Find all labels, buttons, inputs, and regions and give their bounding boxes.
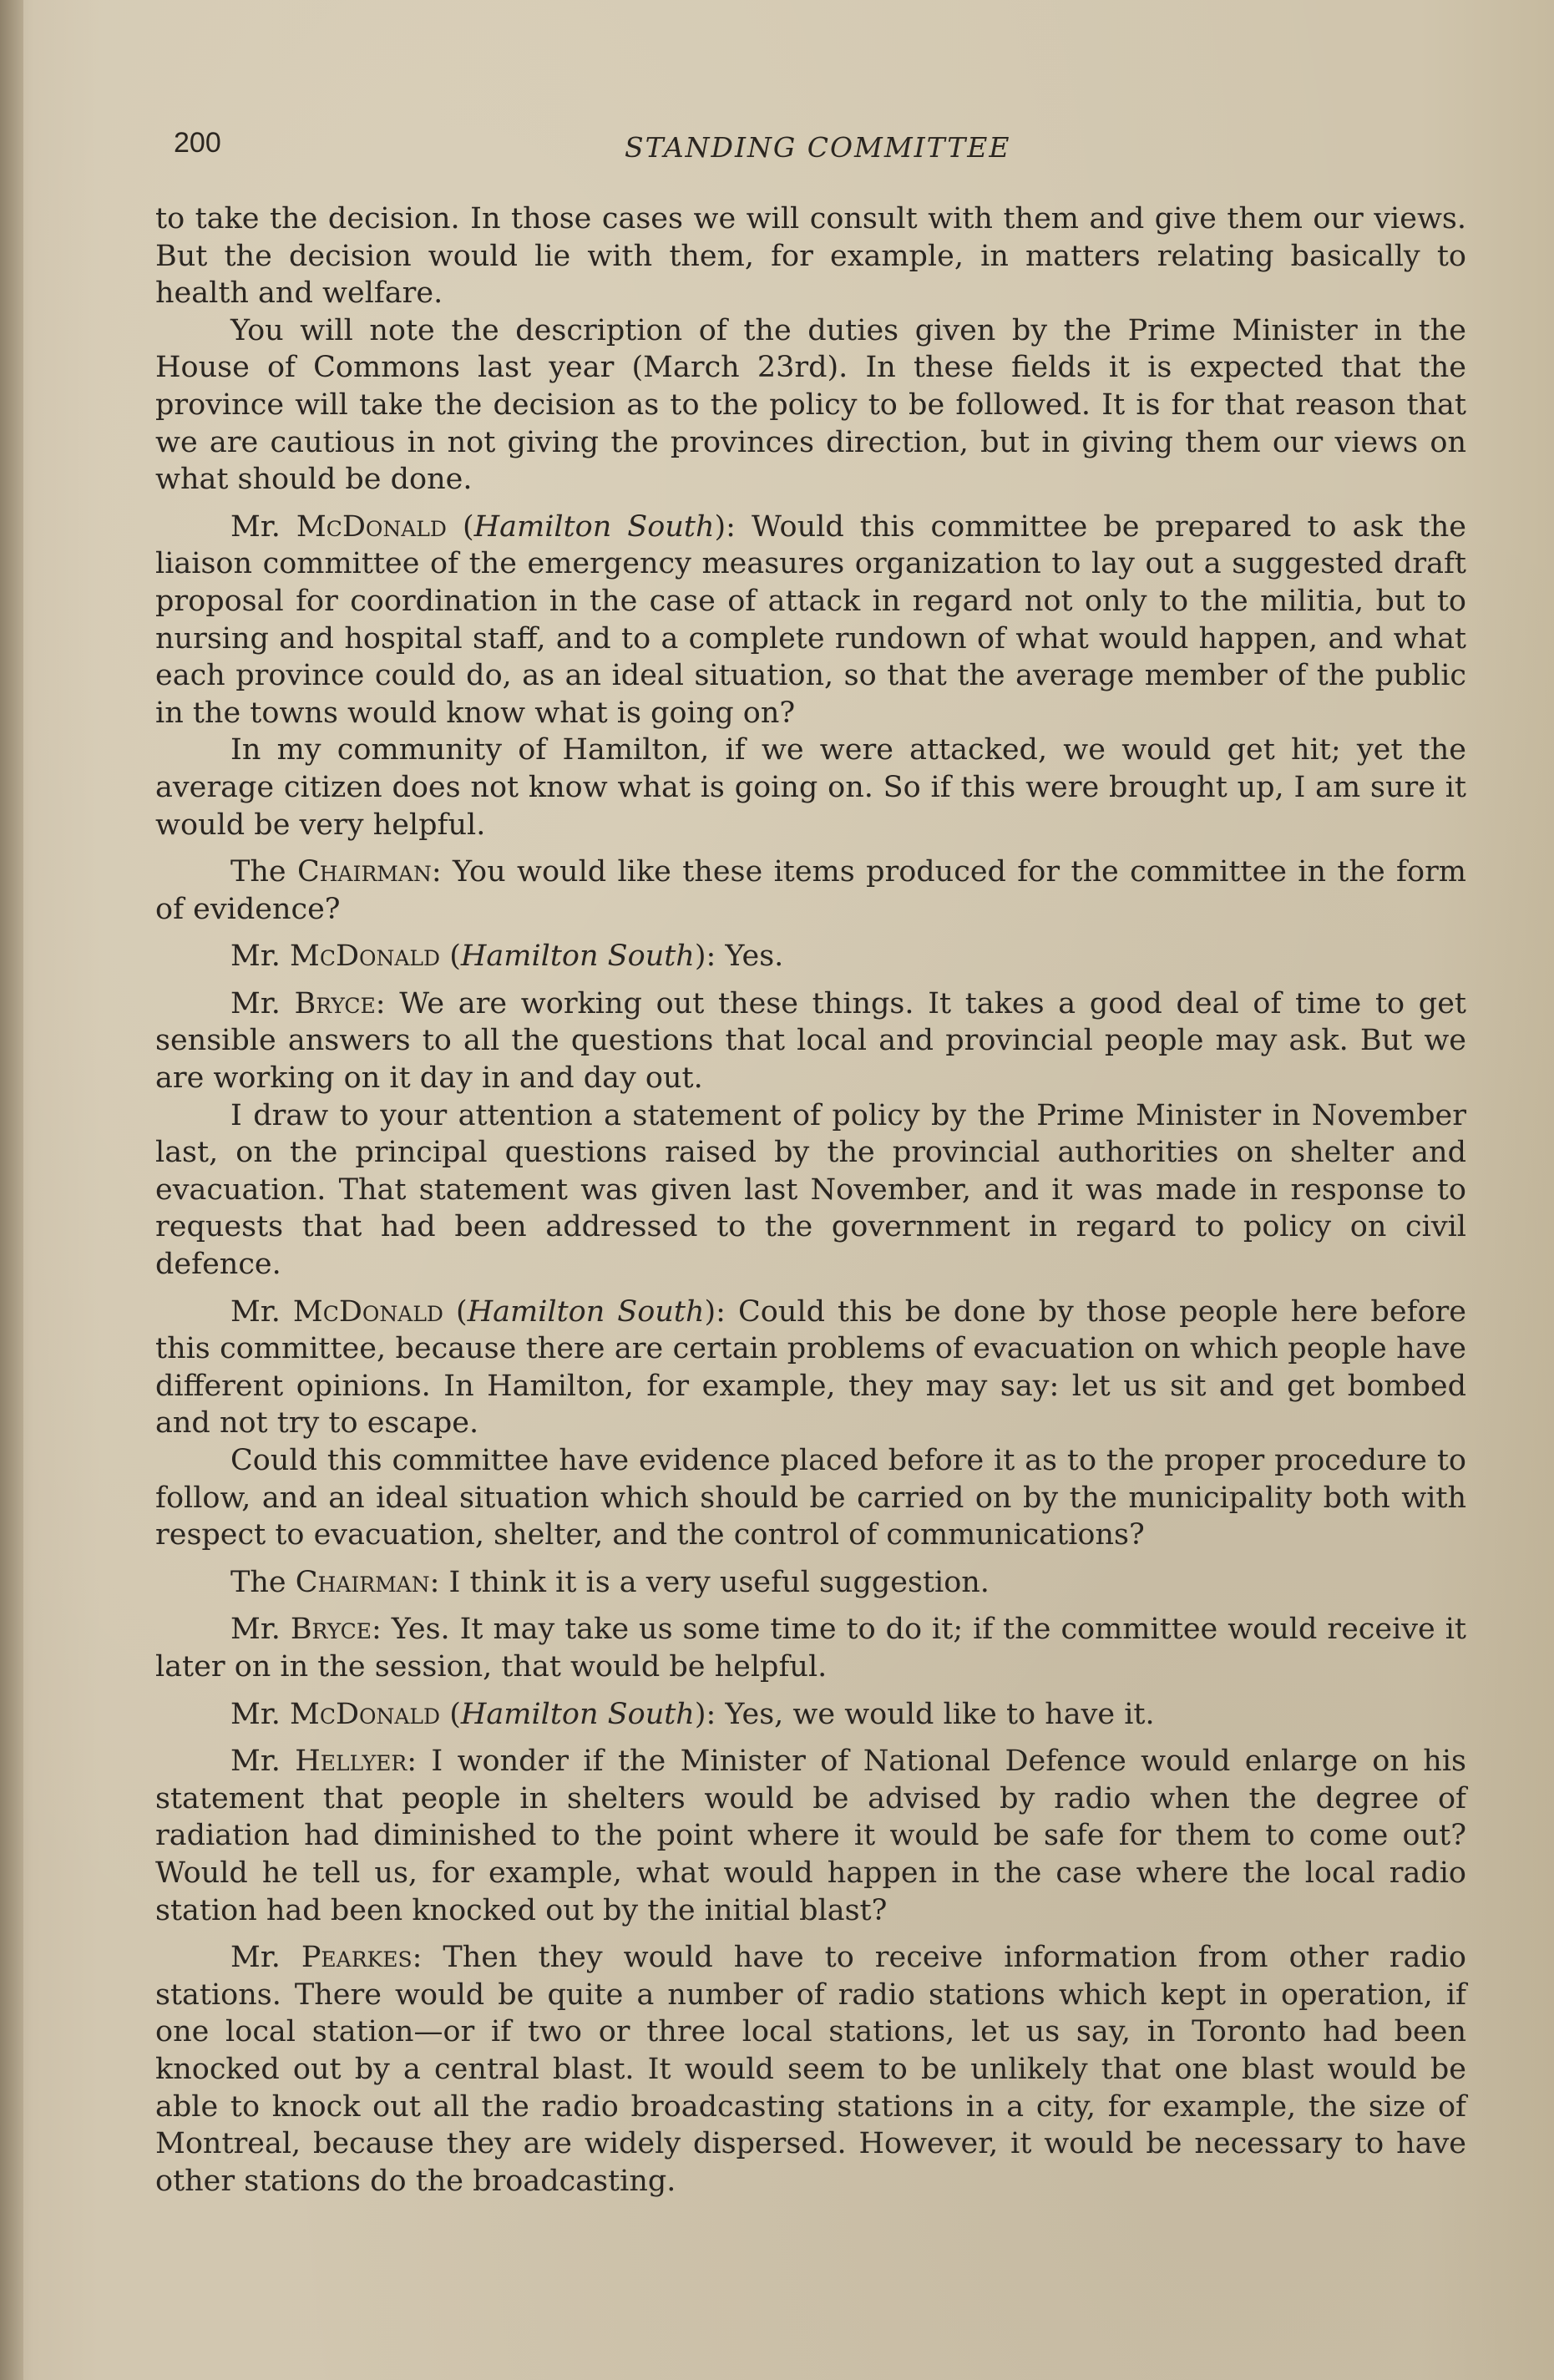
paragraph: [155, 312, 1466, 499]
speaker-prefix: Mr.: [230, 1613, 291, 1647]
speaker-prefix: Mr.: [230, 986, 295, 1020]
speaker-riding: Hamilton South: [473, 509, 715, 544]
paragraph: [155, 1442, 1466, 1554]
speaker-prefix: The: [230, 855, 297, 889]
speech-paragraph: Mr. McDonald (Hamilton South): Yes, we would like to have it.: [230, 1697, 1155, 1731]
paragraph-text: Yes. It may take us some time to do it; if the committee would receive it later on in the session, that would be helpful.: [155, 1613, 1466, 1684]
paragraph-text: Yes, we would like to have it.: [716, 1697, 1155, 1731]
paragraph: [155, 1097, 1466, 1284]
paragraph-text: Then they would have to receive information from other radio stations. There would be quite a number of radio stations which kept in operation, if one local station—or if two or three local stations, let us say, in Toronto had been knocked out by a central blast. It would seem to be unlikely that one blast would be able to knock out all the radio broadcasting stations in a city, for example, the size of Montreal, because they are widely dispersed. However, it would be necessary to have other stations do the broadcasting.: [155, 1941, 1466, 2198]
speaker-name: McDonald: [289, 939, 441, 974]
paragraph-text: I wonder if the Minister of National Defence would enlarge on his statement that people in shelters would be advised by radio when the degree of radiation had diminished to the point where it would be safe for them to come out? Would he tell us, for example, what would happen in the case where the local radio station had been knocked out by the initial blast?: [155, 1744, 1466, 1927]
speech-paragraph: [155, 1743, 1466, 1929]
speech-paragraph: [155, 853, 1466, 928]
paragraph-text: Could this committee have evidence placed before it as to the proper procedure to follow, and an ideal situation which should be carried on by the municipality both with respect to evacuation, shelter, and the control of communications?: [155, 1444, 1466, 1552]
paragraph-text: I draw to your attention a statement of policy by the Prime Minister in November last, on the principal questions raised by the provincial authorities on shelter and evacuation. That statement was given last November, and it was made in response to requests that had been addressed to the government in regard to policy on civil defence.: [155, 1098, 1466, 1282]
paragraph-text: Would this committee be prepared to ask the liaison committee of the emergency measures organization to lay out a suggested draft proposal for coordination in the case of attack in regard not only to the militia, but to nursing and hospital staff, and to a complete rundown of what would happen, and what each province could do, as an ideal situation, so that the average member of the public in the towns would know what is going on?: [155, 509, 1466, 730]
speaker-prefix: Mr.: [230, 1941, 301, 1975]
body-text: [155, 200, 1466, 2200]
speech-paragraph: Mr. McDonald (Hamilton South): Yes.: [230, 939, 784, 974]
speaker-name: Chairman:: [296, 855, 442, 889]
speaker-name: Bryce:: [294, 986, 386, 1020]
paragraph-text: I think it is a very useful suggestion.: [439, 1565, 990, 1599]
speaker-name: McDonald: [289, 1697, 441, 1731]
paragraph-text: You will note the description of the duties given by the Prime Minister in the House of Commons last year (March 23rd). In these fields it is expected that the province will take the decision as to the policy to be followed. It is for that reason that we are cautious in not giving the provinces direction, but in giving them our views on what should be done.: [155, 313, 1466, 497]
speaker-prefix: Mr.: [230, 1744, 296, 1779]
paragraph-text: Could this be done by those people here before this committee, because there are certain problems of evacuation on which people have different opinions. In Hamilton, for example, they may say: let us sit and get bombed and not try to escape.: [155, 1294, 1466, 1441]
paragraph: [155, 732, 1466, 843]
speaker-prefix: Mr.: [230, 939, 290, 974]
paragraph-text: In my community of Hamilton, if we were attacked, we would get hit; yet the average citizen does not know what is going on. So if this were brought up, I am sure it would be very helpful.: [155, 733, 1466, 842]
paragraph-text: to take the decision. In those cases we will consult with them and give them our views. But the decision would lie with them, for example, in matters relating basically to health and welfare.: [155, 202, 1466, 311]
speaker-name: McDonald: [296, 509, 447, 544]
speaker-prefix: Mr.: [230, 1697, 290, 1731]
speech-paragraph: [155, 985, 1466, 1097]
speech-paragraph: Mr. McDonald (Hamilton South): Could this be done by those people here before this committee, because there are certain problems of evacuation on which people have different opinions. In Hamilton, for example, they may say: let us sit and get bombed and not try to escape.: [155, 1294, 1466, 1441]
speaker-name: Bryce:: [290, 1613, 382, 1647]
speaker-riding: Hamilton South: [460, 1697, 695, 1731]
running-head: STANDING COMMITTEE: [625, 131, 1011, 164]
speaker-name: Pearkes:: [301, 1941, 423, 1975]
page-number: 200: [174, 127, 221, 159]
page-header: [174, 127, 1485, 177]
paragraph: [155, 200, 1466, 312]
speaker-name: Hellyer:: [295, 1744, 417, 1779]
speech-paragraph: [155, 1611, 1466, 1685]
paragraph-text: We are working out these things. It takes a good deal of time to get sensible answers to all the questions that local and provincial people may ask. But we are working on it day in and day out.: [155, 986, 1466, 1096]
speaker-name: Chairman:: [295, 1565, 440, 1599]
speech-paragraph: [155, 1939, 1466, 2200]
speech-paragraph: [155, 1564, 1466, 1602]
speaker-name: McDonald: [292, 1294, 443, 1329]
paragraph-text: You would like these items produced for the committee in the form of evidence?: [155, 855, 1466, 926]
speaker-prefix: The: [230, 1565, 296, 1599]
paragraph-text: Yes.: [716, 939, 784, 974]
speech-paragraph: Mr. McDonald (Hamilton South): Would this committee be prepared to ask the liaison committee of the emergency measures organization to lay out a suggested draft proposal for coordination in the case of attack in regard not only to the militia, but to nursing and hospital staff, and to a complete rundown of what would happen, and what each province could do, as an ideal situation, so that the average member of the public in the towns would know what is going on?: [155, 509, 1466, 730]
speaker-riding: Hamilton South: [460, 939, 695, 974]
speaker-prefix: Mr.: [230, 509, 296, 544]
speaker-riding: Hamilton South: [467, 1294, 705, 1329]
page-spine-shadow: [0, 0, 23, 2380]
speaker-prefix: Mr.: [230, 1294, 293, 1329]
